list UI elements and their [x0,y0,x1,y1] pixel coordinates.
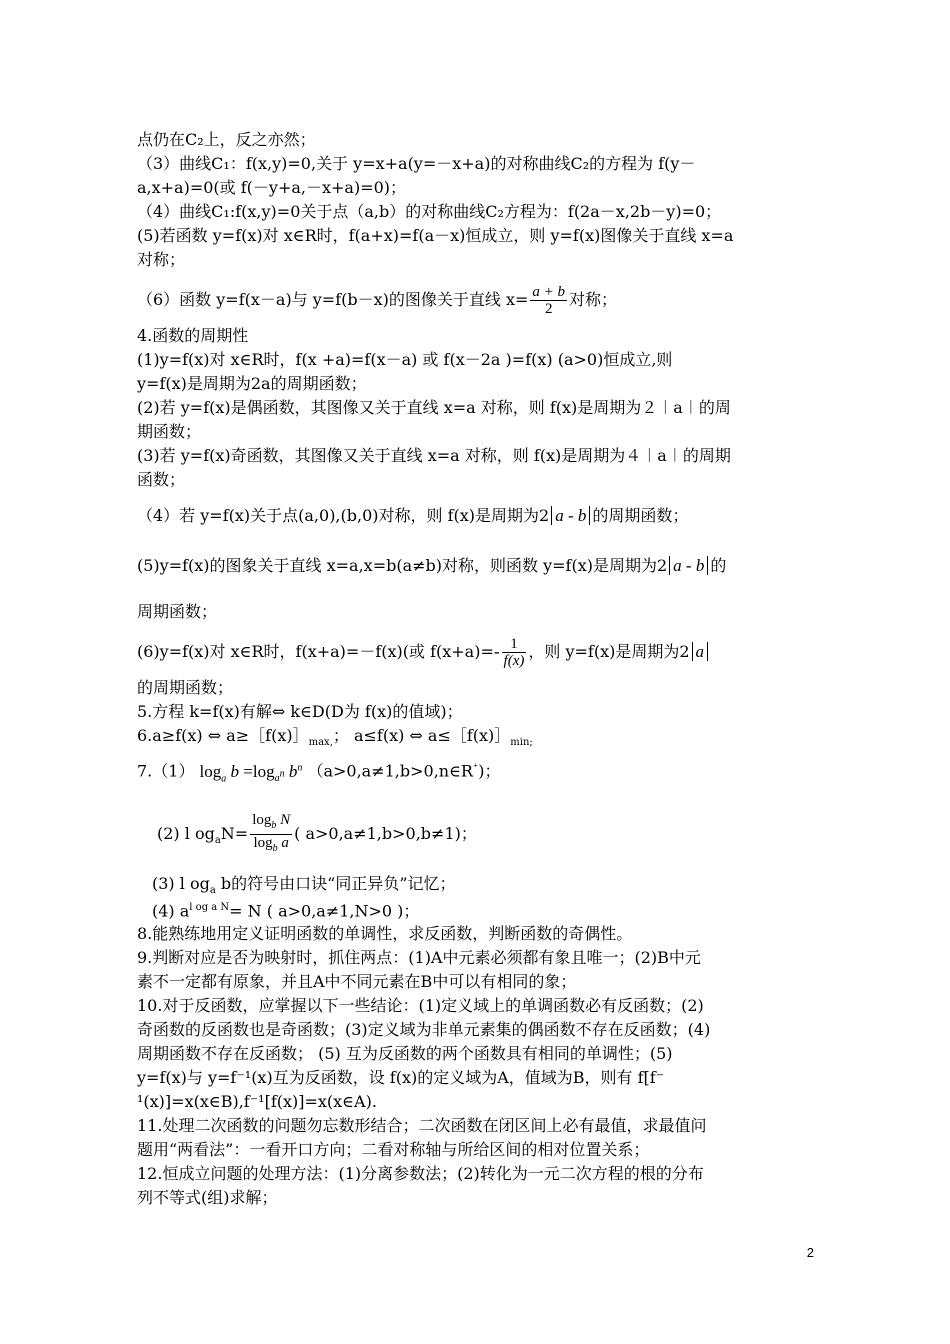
fraction-denominator: f(x) [503,653,525,669]
text-fragment: (2) l og [157,824,215,843]
text-line: 9.判断对应是否为映射时，抓住两点：(1)A中元素必须都有象且唯一；(2)B中元 [137,948,701,967]
text-fragment: N= [220,824,249,843]
text-line: 期函数； [137,422,202,441]
log-base: a [221,773,227,785]
text-line: y=f(x)是周期为2a的周期函数； [137,374,367,393]
log-text: log [252,812,272,828]
text-line: 题用“两看法”：一看开口方向；二看对称轴与所给区间的相对位置关系； [137,1140,650,1159]
text-fragment: 的周期函数； [592,506,689,525]
fraction-denominator [250,835,292,857]
fraction-a-plus-b-over-2 [530,284,567,317]
text-fragment: ； a≤f(x) ⇔ a≤［f(x)］ [332,726,511,745]
text-fragment: )； [478,761,501,781]
text-line: 对称； [137,250,186,269]
log-text: =log [239,761,275,781]
text-line: 列不等式(组)求解； [137,1188,278,1207]
log-arg: b [288,761,298,781]
log-arg: N [280,812,291,828]
text-line: （4）曲线C₁:f(x,y)=0关于点（a,b）的对称曲线C₂方程为：f(2a－x,2b－y)=0； [137,202,722,221]
text-line: 点仍在C₂上，反之亦然； [137,130,316,149]
text-line: ¹(x)]=x(x∈B),f⁻¹[f(x)]=x(x∈A). [137,1092,377,1111]
log-base: b [272,843,278,854]
text-line: (5)若函数 y=f(x)对 x∈R时，f(a+x)=f(a－x)恒成立，则 y=f(x)图像关于直线 x=a [137,226,734,245]
log-exponent: n [297,762,303,773]
text-fragment: （6）函数 y=f(x－a)与 y=f(b－x)的图像关于直线 x= [137,290,529,309]
log-base-exponent: n [279,768,285,780]
text-line: 10.对于反函数，应掌握以下一些结论：(1)定义域上的单调函数必有反函数；(2) [137,996,704,1015]
text-fragment: 对称； [569,290,618,309]
log-formula [199,761,303,785]
log-base: b [271,820,277,831]
log-arg: b [230,761,240,781]
text-line: 8.能熟练地用定义证明函数的单调性，求反函数，判断函数的奇偶性。 [137,924,633,943]
text-line [137,554,726,578]
log-base-letter: a [274,773,280,785]
text-line [137,756,501,791]
text-line: 周期函数； [137,602,218,621]
text-line: 5.方程 k=f(x)有解⇔ k∈D(D为 f(x)的值域)； [137,702,463,721]
text-line: a,x+a)=0(或 f(－y+a,－x+a)=0)； [137,178,407,197]
fraction-numerator: 1 [502,636,527,653]
text-line: 周期函数不存在反函数； (5) 互为反函数的两个函数具有相同的单调性；(5) [137,1044,673,1063]
text-line: 素不一定都有原象，并且A中不同元素在B中可以有相同的象； [137,972,577,991]
log-base: a [214,835,221,847]
text-fragment: ，则 y=f(x)是周期为2 [528,642,690,661]
fraction-numerator: a + b [532,284,566,300]
log-arg: a [281,835,289,851]
text-line: 11.处理二次函数的问题勿忘数形结合；二次函数在闭区间上必有最值，求最值问 [137,1116,707,1135]
text-line [152,896,419,923]
log-base [274,768,285,785]
log-text: log [199,761,222,781]
superscript-plus: ⁺ [472,762,479,774]
text-line: 奇函数的反函数也是奇函数；(3)定义域为非单元素集的偶函数不存在反函数；(4) [137,1020,711,1039]
subscript-min: min; [510,737,533,749]
text-line: （3）曲线C₁：f(x,y)=0,关于 y=x+a(y=－x+a)的对称曲线C₂的方程为 f(y－ [137,154,696,173]
text-fragment: （4）若 y=f(x)关于点(a,0),(b,0)对称，则 f(x)是周期为2 [137,506,550,525]
page-number: 2 [806,1245,814,1260]
text-line [137,636,710,669]
log-base: a [209,885,216,897]
abs-a-minus-b: a - b [669,556,708,575]
exponent-log: l og a N [189,902,230,913]
text-fragment: b的符号由口诀“同正异负”记忆； [220,874,456,893]
fraction-one-over-fx [502,636,527,669]
text-fragment: 的 [710,556,727,575]
text-line [137,284,617,317]
text-fragment: (3) l og [152,874,210,893]
text-line: (2)若 y=f(x)是偶函数，其图像又关于直线 x=a 对称，则 f(x)是周期为２︱a︱的周 [137,398,731,417]
text-line: (1)y=f(x)对 x∈R时，f(x +a)=f(x－a) 或 f(x－2a )=f(x) (a>0)恒成立,则 [137,350,673,369]
text-line [157,812,477,857]
abs-a-minus-b: a - b [551,506,590,525]
text-fragment: 6.a≥f(x) ⇔ a≥［f(x)］ [137,726,309,745]
text-line: (3)若 y=f(x)奇函数，其图像又关于直线 x=a 对称，则 f(x)是周期为４︱a︱的周期 [137,446,731,465]
minus-sign: - [493,642,500,661]
section-heading: 4.函数的周期性 [137,326,249,345]
log-text: log [253,835,273,851]
subscript-max: max, [308,737,333,749]
text-fragment: ( a>0,a≠1,b>0,b≠1)； [294,824,477,843]
text-fragment: (6)y=f(x)对 x∈R时，f(x+a)=－f(x)(或 f(x+a)= [137,642,494,661]
text-fragment: 7.（1） [137,761,195,781]
fraction-numerator [250,812,292,835]
text-line [137,724,533,755]
text-line: 函数； [137,470,186,489]
change-of-base-fraction [250,812,292,857]
text-line [137,504,688,528]
text-fragment: (4) a [152,901,190,921]
text-fragment: = N ( a>0,a≠1,N>0 )； [229,901,420,921]
text-line: y=f(x)与 y=f⁻¹(x)互为反函数，设 f(x)的定义域为A，值域为B，则有 f[f⁻ [137,1068,665,1087]
text-line: 的周期函数； [137,678,234,697]
text-fragment: （a>0,a≠1,b>0,n∈R [307,761,473,781]
text-fragment: (5)y=f(x)的图象关于直线 x=a,x=b(a≠b)对称，则函数 y=f(x)是周期为2 [137,556,668,575]
abs-a: a [692,642,709,661]
text-line: 12.恒成立问题的处理方法：(1)分离参数法；(2)转化为一元二次方程的根的分布 [137,1164,704,1183]
fraction-denominator: 2 [544,301,553,317]
